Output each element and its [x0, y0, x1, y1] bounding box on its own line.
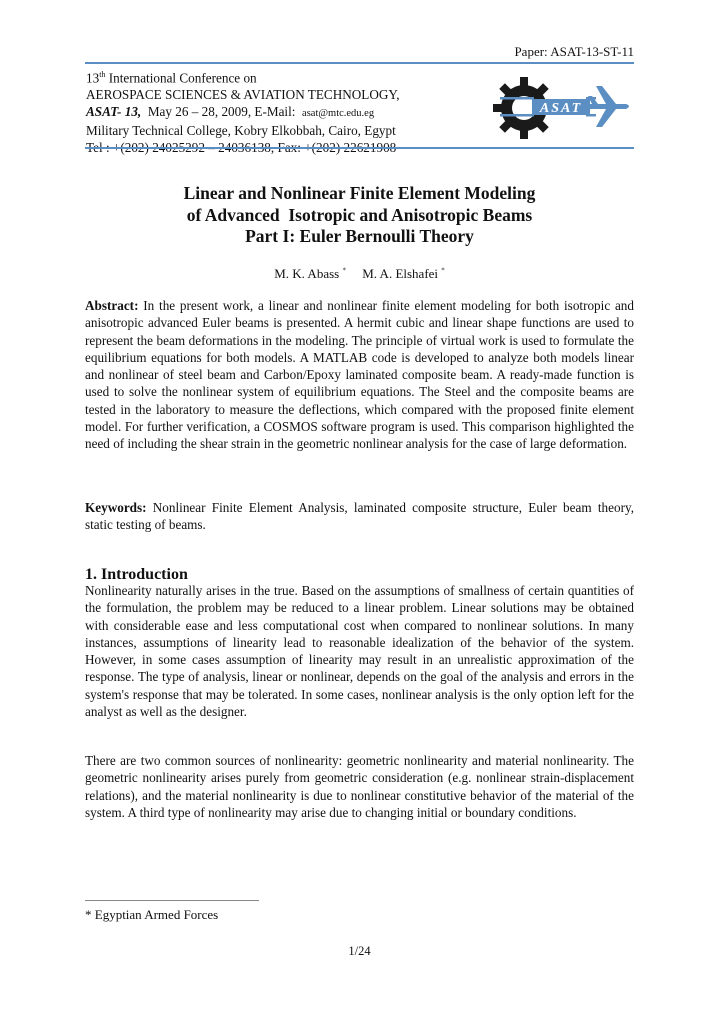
conf-line-1-text: International Conference on	[105, 70, 257, 86]
title-line-3: Part I: Euler Bernoulli Theory	[245, 226, 474, 246]
conf-dates: May 26 – 28, 2009, E-Mail:	[141, 104, 303, 120]
paper-title	[85, 183, 634, 248]
abstract	[85, 297, 634, 453]
author-2: M. A. Elshafei	[362, 266, 439, 281]
abstract-text: In the present work, a linear and nonlinear finite element modeling for both isotropic and anisotropic advanced Euler beams is presented. A hermit cubic and linear shape functions are used to represent the beam deformations in the modeling. The principle of virtual work is used to formulate the equilibrium equations for both models. A MATLAB code is developed to analyze both models linear and nonlinear of steel beam and Carbon/Epoxy laminated composite beam. A ready-made function is used to solve the nonlinear system of equilibrium equations. The Steel and the composite beams are tested in the laboratory to measure the deflections, which compared with the proposed finite element model. For further verification, a COSMOS software program is used. This comparison highlighted the need of including the shear strain in the geometric nonlinear analysis for the case of large deformation.	[85, 298, 634, 452]
section-heading-introduction: 1. Introduction	[85, 566, 188, 583]
conf-number-suffix: th	[99, 70, 106, 79]
conf-asat-label: ASAT- 13,	[86, 104, 142, 120]
keywords	[85, 499, 634, 534]
footnote-rule	[85, 900, 259, 901]
header-top-rule	[85, 62, 634, 64]
introduction-paragraph-2: There are two common sources of nonlinearity: geometric nonlinearity and material nonlinearity. The geometric nonlinearity arises purely from geometric consideration (e.g. nonlinear strain-displacement relations), and the material nonlinearity is due to nonlinear constitutive behavior of the material of the system. A third type of nonlinearity may arise due to changing initial or boundary conditions.	[85, 753, 634, 820]
title-line-1: Linear and Nonlinear Finite Element Modeling	[183, 183, 536, 203]
author-1: M. K. Abass	[274, 266, 340, 281]
author-2-affiliation-mark: *	[441, 266, 445, 275]
conf-line-1	[86, 66, 486, 86]
conf-line-4: Military Technical College, Kobry Elkobbah, Cairo, Egypt	[86, 123, 396, 139]
conf-line-3	[86, 103, 486, 122]
author-list	[85, 266, 634, 282]
gear-airplane-logo-icon	[486, 70, 634, 142]
abstract-label: Abstract:	[85, 298, 139, 313]
paper-id: Paper: ASAT-13-ST-11	[514, 44, 634, 59]
conf-email-link[interactable]: asat@mtc.edu.eg	[302, 108, 375, 120]
keywords-label: Keywords:	[85, 500, 147, 515]
keywords-text: Nonlinear Finite Element Analysis, laminated composite structure, Euler beam theory, static testing of beams.	[85, 500, 634, 533]
page-number: 1/24	[348, 944, 371, 958]
conf-number: 13	[86, 70, 100, 86]
footnote: * Egyptian Armed Forces	[85, 907, 219, 922]
title-line-2: of Advanced Isotropic and Anisotropic Beams	[186, 204, 533, 225]
author-1-affiliation-mark: *	[342, 266, 346, 275]
conf-line-2: AEROSPACE SCIENCES & AVIATION TECHNOLOGY,	[86, 87, 400, 103]
conference-info	[86, 66, 486, 156]
introduction-paragraph-1: Nonlinearity naturally arises in the true. Based on the assumptions of smallness of certain quantities of the formulation, the problem may be reduced to a linear problem. Linear solutions may be obtained with considerable ease and less computational cost when compared to nonlinear solutions. In many instances, assumptions of linearity lead to reasonable idealization of the behavior of the system. However, in some cases assumption of linearity may result in an unrealistic approximation of the response. The type of analysis, linear or nonlinear, depends on the goal of the analysis and errors in the system's response that may be tolerated. In some cases, nonlinear analysis is the only option left for the analyst as well as the designer.	[85, 583, 634, 720]
logo-text: ASAT	[539, 101, 583, 116]
header-bottom-rule	[85, 147, 634, 149]
